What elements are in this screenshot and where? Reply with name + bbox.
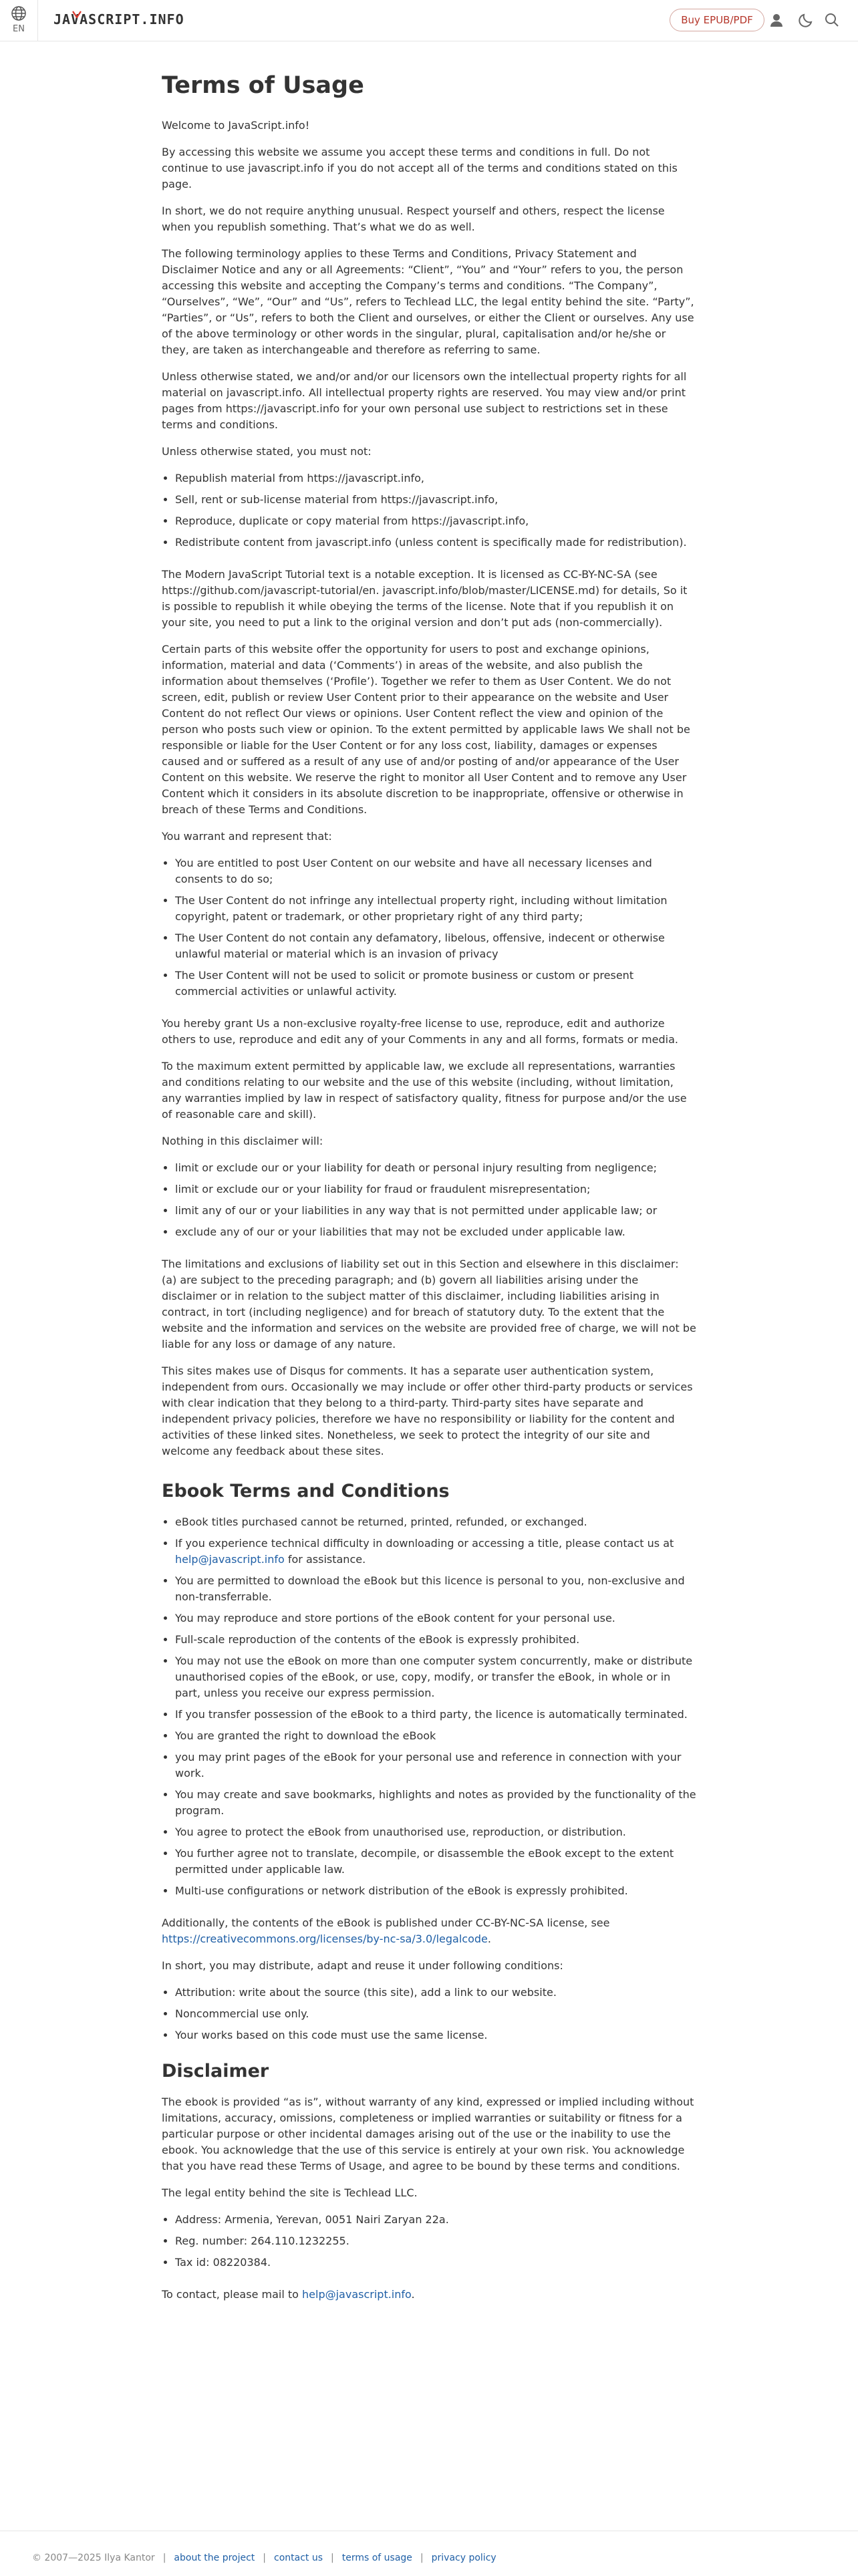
top-bar xyxy=(0,0,858,41)
buy-epub-pdf-button[interactable]: Buy EPUB/PDF xyxy=(670,9,764,31)
list-item: • The User Content will not be used to solicit or promote business or custom or present commercial activities or unlawful activity. xyxy=(175,968,696,1000)
language-switcher[interactable] xyxy=(0,0,38,41)
paragraph: In short, we do not require anything unusual. Respect yourself and others, respect the license when you republish something. That’s what we do as well. xyxy=(162,204,665,233)
paragraph: You warrant and represent that: xyxy=(162,830,332,843)
logo-mark-icon xyxy=(72,5,82,21)
paragraph: The limitations and exclusions of liability set out in this Section and elsewhere in this disclaimer: (a) are subject to the preceding paragraph; and (b) govern all liabilities arising under the disclaimer or in relation to the subject matter of this disclaimer, including liabilities arising in contract, in tort (including negligence) and for breach of statutory duty. To the extent that the website and the information and services on the website are provided free of charge, we will not be liable for any loss or damage of any nature. xyxy=(162,1258,696,1350)
list-item: • The User Content do not infringe any intellectual property right, including without limitation copyright, patent or trademark, or other proprietary right of any third party; xyxy=(175,893,696,925)
list-item: • The User Content do not contain any defamatory, libelous, offensive, indecent or otherwise unlawful material or material which is an invasion of privacy xyxy=(175,930,696,962)
footer xyxy=(0,2531,858,2576)
paragraph-text: Additionally, the contents of the eBook is published under CC-BY-NC-SA license, see xyxy=(162,1916,610,1929)
warrant-list xyxy=(162,855,696,1000)
paragraph: This sites makes use of Disqus for comments. It has a separate user authentication system, independent from ours. Occasionally we may include or offer other third-party products or services with clear indication that they belong to a third-party. Third-party sites have separate and independent privacy policies, therefore we have no responsibility or liability for the content and activities of these linked sites. Nonetheless, we seek to protect the integrity of our site and welcome any feedback about these sites. xyxy=(162,1365,693,1457)
paragraph: You hereby grant Us a non-exclusive royalty-free license to use, reproduce, edit and authorize others to use, reproduce and edit any of your Comments in any and all forms, formats or media. xyxy=(162,1017,678,1046)
logo-text: JAVASCRIPT.INFO xyxy=(53,11,184,27)
list-item: • Reproduce, duplicate or copy material from https://javascript.info, xyxy=(175,513,696,529)
list-item: • Sell, rent or sub-license material from https://javascript.info, xyxy=(175,492,696,508)
main-content xyxy=(162,59,696,2313)
page-title: Terms of Usage xyxy=(162,72,364,99)
license-paragraph xyxy=(162,1915,696,1947)
site-logo[interactable] xyxy=(53,11,184,27)
footer-link-contact[interactable]: contact us xyxy=(274,2553,323,2563)
list-item: • limit any of our or your liabilities in any way that is not permitted under applicable law; or xyxy=(175,1203,696,1219)
footer-separator: | xyxy=(162,2553,166,2563)
contact-email-link[interactable]: help@javascript.info xyxy=(302,2288,412,2301)
disclaimer-exclusions-list xyxy=(162,1160,696,1240)
list-item: • You may create and save bookmarks, highlights and notes as provided by the functionality of the program. xyxy=(175,1787,696,1819)
list-item: • You are entitled to post User Content on our website and have all necessary licenses and consents to do so; xyxy=(175,855,696,887)
paragraph: The following terminology applies to these Terms and Conditions, Privacy Statement and Disclaimer Notice and any or all Agreements: “Client”, “You” and “Your” refers to you, the person accessing this website and accepting the Company’s terms and conditions. “The Company”, “Ourselves”, “We”, “Our” and “Us”, refers to Techlead LLC, the legal entity behind the site. “Party”, “Parties”, or “Us”, refers to both the Client and ourselves, or either the Client or ourselves. Any use of the above terminology or other words in the singular, plural, capitalisation and/or he/she or they, are taken as interchangeable and therefore as referring to same. xyxy=(162,247,694,356)
license-conditions-list xyxy=(162,1985,696,2043)
user-icon[interactable] xyxy=(768,12,784,28)
paragraph: The legal entity behind the site is Techlead LLC. xyxy=(162,2186,418,2199)
list-item: • Full-scale reproduction of the contents of the eBook is expressly prohibited. xyxy=(175,1632,696,1648)
list-item: • You agree to protect the eBook from unauthorised use, reproduction, or distribution. xyxy=(175,1824,696,1840)
list-item: • Address: Armenia, Yerevan, 0051 Nairi Zaryan 22a. xyxy=(175,2212,696,2228)
paragraph: Unless otherwise stated, we and/or and/or our licensors own the intellectual property rights for all material on javascript.info. All intellectual property rights are reserved. You may view and/or print pages from https://javascript.info for your own personal use subject to restrictions set in these terms and conditions. xyxy=(162,370,687,431)
list-item: • You further agree not to translate, decompile, or disassemble the eBook except to the extent permitted under applicable law. xyxy=(175,1846,696,1878)
license-link[interactable]: https://creativecommons.org/licenses/by-nc-sa/3.0/legalcode xyxy=(162,1933,488,1945)
list-item: • You are permitted to download the eBook but this licence is personal to you, non-exclusive and non-transferrable. xyxy=(175,1573,696,1605)
list-item-text: If you experience technical difficulty in downloading or accessing a title, please contact us at xyxy=(175,1537,674,1550)
footer-separator: | xyxy=(420,2553,424,2563)
moon-icon[interactable] xyxy=(798,12,814,28)
disclaimer-heading: Disclaimer xyxy=(162,2061,269,2082)
paragraph: The Modern JavaScript Tutorial text is a notable exception. It is licensed as CC-BY-NC-SA (see https://github.com/javascript-tutorial/en. javascript.info/blob/master/LICENSE.md) for details, So it is possible to republish it while obeying the terms of the license. Note that if you republish it on your site, you need to put a link to the original version and don’t put ads (non-commercially). xyxy=(162,568,688,629)
company-details-list xyxy=(162,2212,696,2271)
paragraph: The ebook is provided “as is”, without warranty of any kind, expressed or implied including without limitations, accuracy, omissions, completeness or implied warranties or suitability or fitness for a particular purpose or other incidental damages arising out of the use or the inability to use the ebook. You acknowledge that the use of this service is entirely at your own risk. You acknowledge that you have read these Terms of Usage, and agree to be bound by these terms and conditions. xyxy=(162,2096,694,2172)
list-item: • limit or exclude our or your liability for fraud or fraudulent misrepresentation; xyxy=(175,1181,696,1197)
paragraph-text: To contact, please mail to xyxy=(162,2288,303,2301)
footer-link-about[interactable]: about the project xyxy=(174,2553,255,2563)
list-item: • If you transfer possession of the eBook to a third party, the licence is automatically terminated. xyxy=(175,1707,696,1723)
paragraph: Unless otherwise stated, you must not: xyxy=(162,445,372,458)
paragraph: Welcome to JavaScript.info! xyxy=(162,119,310,132)
list-item: • Republish material from https://javascript.info, xyxy=(175,470,696,486)
list-item xyxy=(175,1536,696,1568)
copyright: © 2007—2025 Ilya Kantor xyxy=(32,2553,155,2563)
paragraph-text: . xyxy=(487,1933,491,1945)
ebook-terms-list xyxy=(162,1514,696,1899)
list-item: • You may not use the eBook on more than one computer system concurrently, make or distribute unauthorised copies of the eBook, or use, copy, modify, or transfer the eBook, in whole or in part, unless you receive our express permission. xyxy=(175,1653,696,1701)
language-code: EN xyxy=(13,24,25,34)
paragraph: Certain parts of this website offer the opportunity for users to post and exchange opinions, information, material and data (‘Comments’) in areas of the website, and also publish the information about themselves (‘Profile’). Together we refer to them as User Content. We do not screen, edit, publish or review User Content prior to their appearance on the website and User Content do not reflect Our views or opinions. User Content reflect the view and opinion of the person who posts such view or opinion. To the extent permitted by applicable laws We shall not be responsible or liable for the User Content or for any loss cost, liability, damages or expenses caused and or suffered as a result of any use of and/or posting of and/or appearance of the User Content on this website. We reserve the right to monitor all User Content and to remove any User Content which it considers in its absolute discretion to be inappropriate, offensive or otherwise in breach of these Terms and Conditions. xyxy=(162,643,690,816)
list-item: • eBook titles purchased cannot be returned, printed, refunded, or exchanged. xyxy=(175,1514,696,1530)
ebook-heading: Ebook Terms and Conditions xyxy=(162,1481,450,1501)
footer-link-privacy[interactable]: privacy policy xyxy=(431,2553,496,2563)
paragraph-text: . xyxy=(411,2288,415,2301)
list-item: • Reg. number: 264.110.1232255. xyxy=(175,2233,696,2249)
list-item: • You may reproduce and store portions of the eBook content for your personal use. xyxy=(175,1610,696,1626)
list-item: • Your works based on this code must use the same license. xyxy=(175,2027,696,2043)
footer-separator: | xyxy=(263,2553,266,2563)
paragraph: Nothing in this disclaimer will: xyxy=(162,1135,323,1147)
globe-icon xyxy=(11,5,27,24)
paragraph: To the maximum extent permitted by applicable law, we exclude all representations, warranties and conditions relating to our website and the use of this website (including, without limitation, any warranties implied by law in respect of satisfactory quality, fitness for purpose and/or the use of reasonable care and skill). xyxy=(162,1060,687,1121)
paragraph: In short, you may distribute, adapt and reuse it under following conditions: xyxy=(162,1959,563,1972)
list-item: • Attribution: write about the source (this site), add a link to our website. xyxy=(175,1985,696,2001)
list-item: • Multi-use configurations or network distribution of the eBook is expressly prohibited. xyxy=(175,1883,696,1899)
help-email-link[interactable]: help@javascript.info xyxy=(175,1553,285,1566)
search-icon[interactable] xyxy=(824,12,840,28)
list-item: • You are granted the right to download the eBook xyxy=(175,1728,696,1744)
footer-link-terms[interactable]: terms of usage xyxy=(341,2553,412,2563)
list-item: • you may print pages of the eBook for your personal use and reference in connection with your work. xyxy=(175,1749,696,1781)
list-item: • limit or exclude our or your liability for death or personal injury resulting from negligence; xyxy=(175,1160,696,1176)
list-item: • exclude any of our or your liabilities that may not be excluded under applicable law. xyxy=(175,1224,696,1240)
list-item-text: for assistance. xyxy=(284,1553,366,1566)
list-item: • Redistribute content from javascript.info (unless content is specifically made for redistribution). xyxy=(175,535,696,551)
list-item: • Noncommercial use only. xyxy=(175,2006,696,2022)
footer-separator: | xyxy=(331,2553,334,2563)
must-not-list xyxy=(162,470,696,551)
list-item: • Tax id: 08220384. xyxy=(175,2255,696,2271)
contact-paragraph xyxy=(162,2287,696,2303)
paragraph: By accessing this website we assume you accept these terms and conditions in full. Do not continue to use javascript.info if you do not accept all of the terms and conditions stated on this page. xyxy=(162,146,678,190)
